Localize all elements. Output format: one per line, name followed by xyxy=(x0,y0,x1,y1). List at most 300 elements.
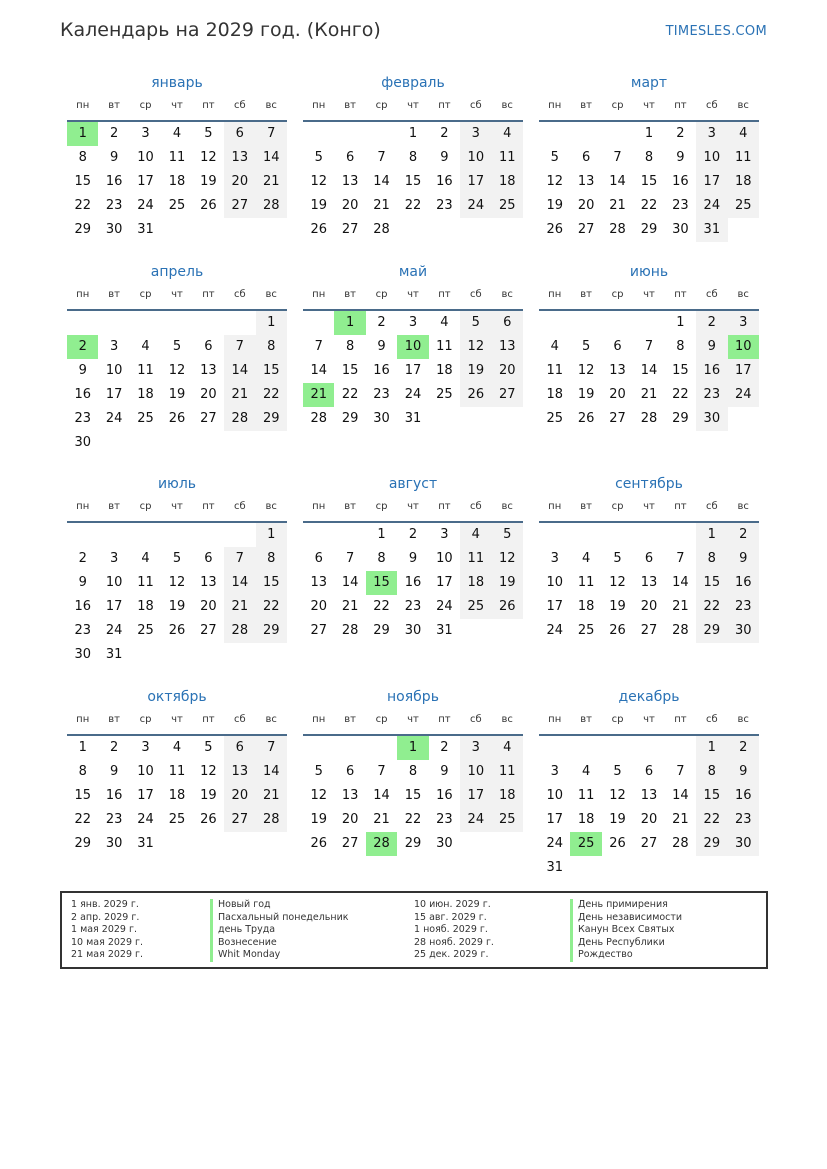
holiday-day-cell: 1 xyxy=(334,311,365,335)
holiday-day-cell: 10 xyxy=(728,335,759,359)
legend-date: 21 мая 2029 г. xyxy=(71,949,144,961)
weekday-label: вт xyxy=(108,714,120,725)
weekday-label: пн xyxy=(312,100,326,111)
day-cell: 1 xyxy=(256,311,287,335)
month-12 xyxy=(539,686,759,880)
weekday-label: пт xyxy=(674,501,687,512)
day-cell: 31 xyxy=(404,411,422,426)
day-grid xyxy=(539,736,759,880)
day-cell: 18 xyxy=(492,170,523,194)
weekday-label: пт xyxy=(674,100,687,111)
day-cell: 20 xyxy=(640,812,658,827)
day-cell: 4 xyxy=(550,339,559,354)
day-cell: 1 xyxy=(408,126,418,141)
day-cell: 6 xyxy=(644,764,654,779)
day-grid xyxy=(67,736,287,856)
day-cell: 25 xyxy=(492,194,523,218)
day-cell: 15 xyxy=(696,784,727,808)
day-cell: 26 xyxy=(200,198,217,213)
day-cell: 20 xyxy=(492,359,523,383)
weekday-label: ср xyxy=(139,100,152,111)
day-cell: 29 xyxy=(74,836,91,851)
day-cell: 5 xyxy=(613,764,622,779)
day-cell: 14 xyxy=(310,363,327,378)
day-cell: 6 xyxy=(204,339,213,354)
day-cell: 12 xyxy=(460,335,491,359)
weekday-header xyxy=(539,495,759,523)
day-cell: 12 xyxy=(310,174,327,189)
day-cell: 29 xyxy=(696,619,727,643)
day-cell: 16 xyxy=(74,387,91,402)
day-cell: 25 xyxy=(137,623,154,638)
day-cell: 23 xyxy=(728,595,759,619)
holiday-legend xyxy=(60,891,768,969)
weekday-label: чт xyxy=(407,501,419,512)
day-cell: 9 xyxy=(109,764,119,779)
empty-cell xyxy=(334,736,365,760)
weekday-label: вт xyxy=(344,100,356,111)
day-cell: 8 xyxy=(676,339,685,354)
day-cell: 7 xyxy=(224,547,255,571)
day-cell: 10 xyxy=(137,764,154,779)
day-cell: 19 xyxy=(609,599,626,614)
day-cell: 4 xyxy=(460,523,491,547)
day-cell: 21 xyxy=(256,784,287,808)
day-grid xyxy=(539,523,759,643)
day-cell: 31 xyxy=(436,623,453,638)
day-cell: 13 xyxy=(224,146,255,170)
day-cell: 28 xyxy=(672,623,689,638)
day-cell: 22 xyxy=(696,595,727,619)
day-cell: 3 xyxy=(460,122,491,146)
day-cell: 19 xyxy=(492,571,523,595)
day-cell: 23 xyxy=(672,198,689,213)
day-cell: 7 xyxy=(224,335,255,359)
day-cell: 12 xyxy=(546,174,563,189)
day-cell: 27 xyxy=(492,383,523,407)
day-cell: 31 xyxy=(546,860,563,875)
weekday-label: пн xyxy=(312,714,326,725)
day-cell: 18 xyxy=(137,387,154,402)
legend-holiday-name: Новый год xyxy=(210,899,349,912)
day-cell: 22 xyxy=(404,812,422,827)
day-cell: 10 xyxy=(137,150,154,165)
empty-cell xyxy=(67,311,98,335)
day-cell: 5 xyxy=(204,126,213,141)
day-cell: 23 xyxy=(105,198,123,213)
day-cell: 25 xyxy=(436,387,453,402)
empty-cell xyxy=(334,122,365,146)
day-cell: 13 xyxy=(640,575,658,590)
day-cell: 28 xyxy=(373,222,390,237)
day-grid xyxy=(303,311,523,431)
day-cell: 15 xyxy=(256,359,287,383)
day-cell: 17 xyxy=(137,174,154,189)
day-cell: 27 xyxy=(577,222,595,237)
weekday-label: пн xyxy=(76,100,90,111)
weekday-label: чт xyxy=(171,100,183,111)
day-cell: 24 xyxy=(696,194,727,218)
day-cell: 26 xyxy=(200,812,217,827)
weekday-header xyxy=(303,283,523,311)
day-cell: 29 xyxy=(373,623,390,638)
day-cell: 24 xyxy=(436,599,453,614)
day-cell: 24 xyxy=(460,808,491,832)
weekday-label: чт xyxy=(643,289,655,300)
weekday-label: вс xyxy=(265,501,277,512)
day-cell: 3 xyxy=(550,764,559,779)
day-cell: 7 xyxy=(613,150,622,165)
month-9 xyxy=(539,473,759,643)
month-name: май xyxy=(398,264,428,280)
day-cell: 24 xyxy=(404,387,422,402)
day-cell: 15 xyxy=(256,571,287,595)
empty-cell xyxy=(602,311,633,335)
legend-holiday-name: Вознесение xyxy=(210,937,349,950)
weekday-label: сб xyxy=(705,501,718,512)
day-cell: 27 xyxy=(200,623,217,638)
legend-date: 28 нояб. 2029 г. xyxy=(414,936,494,948)
weekday-label: вт xyxy=(580,501,592,512)
day-cell: 22 xyxy=(672,387,689,402)
legend-dates-column-1 xyxy=(71,899,143,962)
day-cell: 17 xyxy=(436,575,453,590)
day-cell: 17 xyxy=(137,788,154,803)
weekday-label: вс xyxy=(501,714,513,725)
holiday-day-cell: 10 xyxy=(397,335,428,359)
day-cell: 5 xyxy=(314,764,323,779)
day-cell: 27 xyxy=(200,411,217,426)
day-cell: 1 xyxy=(377,527,386,542)
weekday-label: вт xyxy=(580,100,592,111)
day-cell: 13 xyxy=(341,788,359,803)
weekday-label: пт xyxy=(438,714,451,725)
day-cell: 16 xyxy=(436,174,453,189)
empty-cell xyxy=(570,523,601,547)
day-cell: 20 xyxy=(640,599,658,614)
weekday-label: вс xyxy=(737,100,749,111)
day-cell: 29 xyxy=(640,222,658,237)
day-grid xyxy=(539,122,759,242)
month-8 xyxy=(303,473,523,643)
day-cell: 13 xyxy=(609,363,626,378)
weekday-label: вс xyxy=(501,289,513,300)
day-cell: 11 xyxy=(728,146,759,170)
day-cell: 11 xyxy=(137,575,154,590)
empty-cell xyxy=(570,736,601,760)
day-cell: 16 xyxy=(728,784,759,808)
day-cell: 20 xyxy=(224,784,255,808)
day-cell: 2 xyxy=(109,126,119,141)
day-cell: 3 xyxy=(460,736,491,760)
day-cell: 28 xyxy=(310,411,327,426)
day-cell: 2 xyxy=(440,126,449,141)
day-cell: 21 xyxy=(256,170,287,194)
empty-cell xyxy=(366,122,397,146)
day-cell: 23 xyxy=(436,812,453,827)
day-cell: 6 xyxy=(581,150,591,165)
day-cell: 12 xyxy=(609,575,626,590)
weekday-label: вс xyxy=(265,100,277,111)
day-cell: 22 xyxy=(341,387,359,402)
month-name: декабрь xyxy=(618,689,680,705)
day-cell: 23 xyxy=(728,808,759,832)
weekday-label: вс xyxy=(265,714,277,725)
day-cell: 26 xyxy=(168,623,186,638)
day-cell: 6 xyxy=(644,551,654,566)
empty-cell xyxy=(539,122,570,146)
day-cell: 29 xyxy=(404,836,422,851)
weekday-label: вс xyxy=(501,501,513,512)
day-cell: 16 xyxy=(105,174,123,189)
day-cell: 8 xyxy=(256,547,287,571)
weekday-label: пт xyxy=(438,501,451,512)
day-cell: 15 xyxy=(74,174,91,189)
day-cell: 3 xyxy=(109,551,119,566)
day-cell: 18 xyxy=(168,788,186,803)
day-cell: 19 xyxy=(200,174,217,189)
day-cell: 29 xyxy=(74,222,91,237)
day-cell: 27 xyxy=(640,623,658,638)
day-cell: 9 xyxy=(676,150,685,165)
weekday-label: чт xyxy=(407,100,419,111)
day-cell: 6 xyxy=(204,551,213,566)
day-grid xyxy=(303,523,523,643)
weekday-header xyxy=(539,283,759,311)
day-cell: 25 xyxy=(137,411,154,426)
site-logo-link[interactable]: TIMESLES.COM xyxy=(665,24,767,39)
day-cell: 4 xyxy=(581,764,591,779)
day-cell: 4 xyxy=(492,122,523,146)
day-cell: 18 xyxy=(546,387,563,402)
day-cell: 8 xyxy=(644,150,654,165)
day-cell: 21 xyxy=(640,387,658,402)
day-cell: 24 xyxy=(137,198,154,213)
day-cell: 31 xyxy=(137,222,154,237)
day-cell: 22 xyxy=(256,383,287,407)
day-cell: 27 xyxy=(640,836,658,851)
legend-date: 10 июн. 2029 г. xyxy=(414,899,491,910)
weekday-label: чт xyxy=(407,714,419,725)
day-cell: 5 xyxy=(581,339,591,354)
month-1 xyxy=(67,72,287,242)
day-cell: 19 xyxy=(577,387,595,402)
day-cell: 8 xyxy=(78,150,87,165)
day-cell: 3 xyxy=(550,551,559,566)
weekday-label: пн xyxy=(312,501,326,512)
holiday-day-cell: 2 xyxy=(67,335,98,359)
day-cell: 7 xyxy=(314,339,323,354)
day-grid xyxy=(303,736,523,856)
weekday-label: чт xyxy=(643,501,655,512)
day-cell: 14 xyxy=(341,575,359,590)
weekday-label: ср xyxy=(611,501,624,512)
day-cell: 4 xyxy=(172,740,182,755)
day-cell: 11 xyxy=(492,760,523,784)
empty-cell xyxy=(193,523,224,547)
day-cell: 9 xyxy=(109,150,119,165)
weekday-label: ср xyxy=(375,501,388,512)
day-cell: 11 xyxy=(492,146,523,170)
empty-cell xyxy=(665,736,696,760)
day-cell: 4 xyxy=(581,551,591,566)
day-cell: 16 xyxy=(696,359,727,383)
day-cell: 30 xyxy=(74,647,91,662)
day-cell: 23 xyxy=(436,198,453,213)
day-cell: 24 xyxy=(460,194,491,218)
day-cell: 26 xyxy=(546,222,563,237)
weekday-label: сб xyxy=(469,714,482,725)
legend-date: 1 янв. 2029 г. xyxy=(71,899,139,910)
day-cell: 2 xyxy=(109,740,119,755)
day-cell: 9 xyxy=(408,551,418,566)
legend-holiday-name: Пасхальный понедельник xyxy=(210,912,349,925)
day-cell: 17 xyxy=(696,170,727,194)
weekday-header xyxy=(539,94,759,122)
day-cell: 4 xyxy=(141,551,150,566)
empty-cell xyxy=(98,311,129,335)
weekday-label: пт xyxy=(674,289,687,300)
month-name: март xyxy=(630,75,668,91)
day-cell: 14 xyxy=(640,363,658,378)
weekday-label: пт xyxy=(202,100,215,111)
day-cell: 28 xyxy=(609,222,626,237)
weekday-label: ср xyxy=(375,714,388,725)
day-cell: 18 xyxy=(460,571,491,595)
day-cell: 9 xyxy=(440,764,449,779)
weekday-label: сб xyxy=(705,289,718,300)
day-cell: 13 xyxy=(200,575,217,590)
day-cell: 14 xyxy=(672,788,689,803)
day-cell: 26 xyxy=(310,222,327,237)
day-cell: 23 xyxy=(74,623,91,638)
day-cell: 29 xyxy=(256,619,287,643)
day-cell: 28 xyxy=(224,407,255,431)
day-cell: 26 xyxy=(460,383,491,407)
empty-cell xyxy=(161,311,192,335)
day-grid xyxy=(539,311,759,431)
weekday-header xyxy=(303,495,523,523)
weekday-label: ср xyxy=(375,100,388,111)
day-cell: 9 xyxy=(728,760,759,784)
day-cell: 28 xyxy=(341,623,359,638)
empty-cell xyxy=(539,736,570,760)
weekday-label: пт xyxy=(202,501,215,512)
day-cell: 2 xyxy=(408,527,418,542)
month-3 xyxy=(539,72,759,242)
day-cell: 8 xyxy=(345,339,355,354)
day-cell: 7 xyxy=(256,736,287,760)
month-name: июль xyxy=(157,476,197,492)
day-cell: 27 xyxy=(310,623,327,638)
day-cell: 23 xyxy=(696,383,727,407)
holiday-day-cell: 1 xyxy=(67,122,98,146)
month-name: октябрь xyxy=(147,689,207,705)
day-cell: 14 xyxy=(672,575,689,590)
day-cell: 20 xyxy=(341,812,359,827)
page-title: Календарь на 2029 год. (Конго) xyxy=(60,19,381,41)
day-cell: 30 xyxy=(728,832,759,856)
day-cell: 25 xyxy=(492,808,523,832)
weekday-label: сб xyxy=(233,714,246,725)
day-cell: 6 xyxy=(613,339,622,354)
day-cell: 22 xyxy=(696,808,727,832)
day-cell: 18 xyxy=(137,599,154,614)
day-cell: 13 xyxy=(640,788,658,803)
day-cell: 9 xyxy=(377,339,386,354)
weekday-label: вс xyxy=(737,289,749,300)
holiday-day-cell: 28 xyxy=(366,832,397,856)
weekday-label: ср xyxy=(139,501,152,512)
day-cell: 26 xyxy=(609,623,626,638)
legend-names-column-1 xyxy=(210,899,349,962)
day-cell: 26 xyxy=(168,411,186,426)
day-cell: 17 xyxy=(460,170,491,194)
day-cell: 27 xyxy=(341,222,359,237)
weekday-label: пн xyxy=(76,501,90,512)
day-cell: 8 xyxy=(78,764,87,779)
day-cell: 5 xyxy=(492,523,523,547)
weekday-label: вс xyxy=(501,100,513,111)
day-cell: 14 xyxy=(256,760,287,784)
day-cell: 26 xyxy=(492,595,523,619)
day-cell: 5 xyxy=(460,311,491,335)
empty-cell xyxy=(539,311,570,335)
empty-cell xyxy=(224,523,255,547)
empty-cell xyxy=(67,523,98,547)
day-cell: 10 xyxy=(436,551,453,566)
day-cell: 8 xyxy=(408,150,418,165)
day-cell: 5 xyxy=(172,551,182,566)
legend-holiday-name: Whit Monday xyxy=(210,949,349,962)
day-cell: 7 xyxy=(256,122,287,146)
day-cell: 3 xyxy=(109,339,119,354)
day-cell: 17 xyxy=(460,784,491,808)
day-cell: 11 xyxy=(577,575,595,590)
day-grid xyxy=(67,122,287,242)
day-cell: 31 xyxy=(696,218,727,242)
day-cell: 15 xyxy=(640,174,658,189)
day-cell: 17 xyxy=(105,599,123,614)
day-cell: 21 xyxy=(672,812,689,827)
day-cell: 10 xyxy=(546,788,563,803)
day-cell: 20 xyxy=(200,387,217,402)
legend-holiday-name: День примирения xyxy=(570,899,682,912)
day-cell: 30 xyxy=(728,619,759,643)
day-cell: 11 xyxy=(546,363,563,378)
day-cell: 14 xyxy=(224,359,255,383)
legend-date: 10 мая 2029 г. xyxy=(71,936,144,948)
day-cell: 2 xyxy=(676,126,685,141)
day-cell: 27 xyxy=(341,836,359,851)
weekday-label: чт xyxy=(407,289,419,300)
day-cell: 8 xyxy=(377,551,386,566)
weekday-label: вт xyxy=(344,289,356,300)
weekday-label: чт xyxy=(643,100,655,111)
day-cell: 25 xyxy=(168,198,186,213)
day-cell: 30 xyxy=(373,411,390,426)
weekday-header xyxy=(303,708,523,736)
empty-cell xyxy=(633,736,664,760)
day-cell: 1 xyxy=(644,126,654,141)
holiday-day-cell: 1 xyxy=(397,736,428,760)
month-6 xyxy=(539,261,759,431)
weekday-label: пт xyxy=(674,714,687,725)
day-cell: 26 xyxy=(577,411,595,426)
weekday-label: чт xyxy=(171,501,183,512)
day-cell: 25 xyxy=(460,595,491,619)
weekday-label: вс xyxy=(737,714,749,725)
